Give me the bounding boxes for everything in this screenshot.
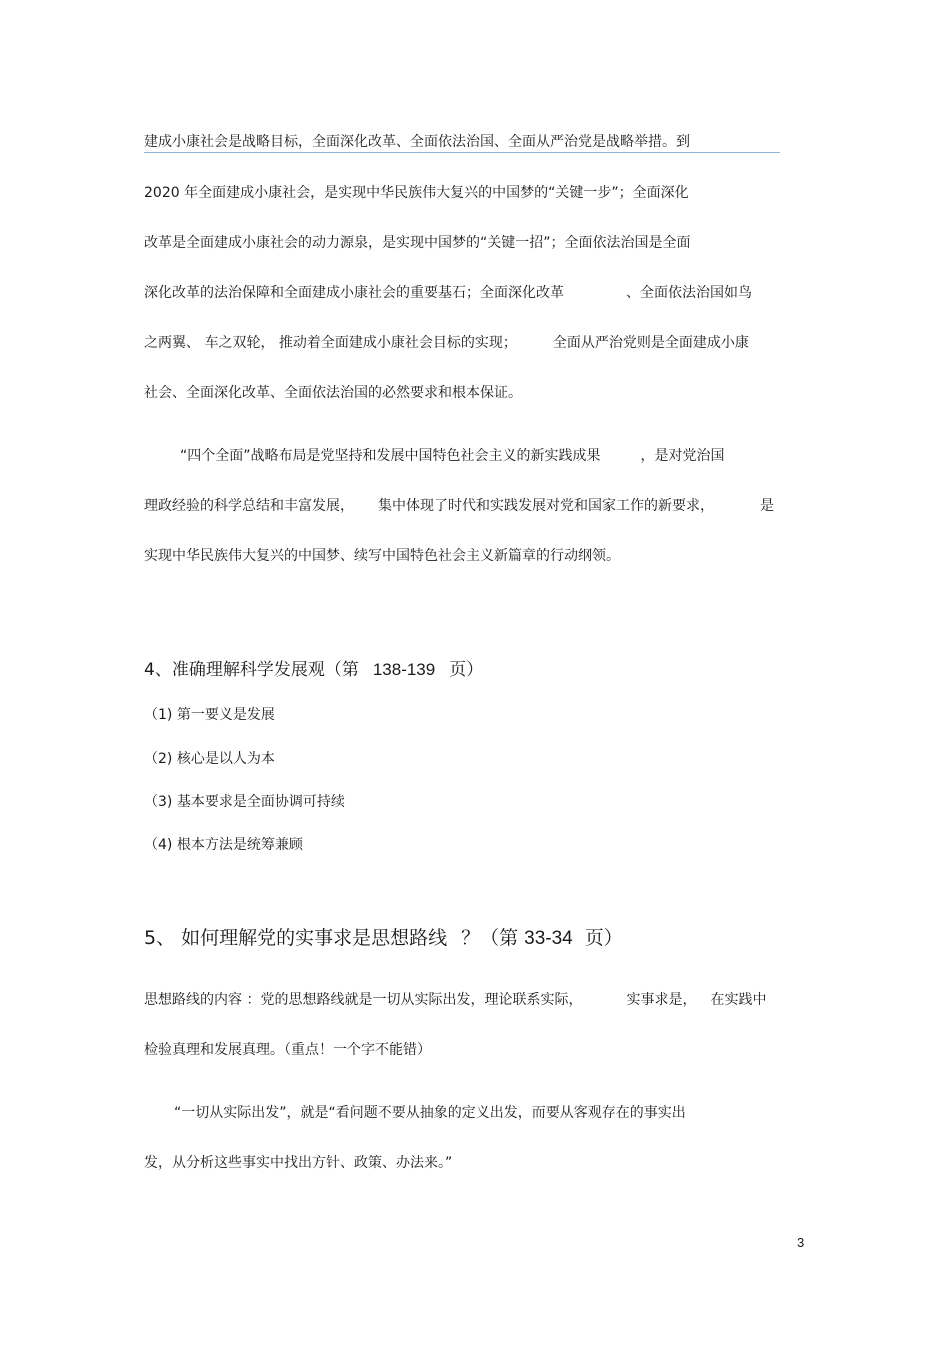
section5-heading-part2: ？（第 [461,927,519,949]
paragraph1-line5 [144,334,749,352]
section5-para2-line1: “一切从实际出发”，就是“看问题不要从抽象的定义出发，而要从客观存在的事实出 [174,1105,686,1121]
paragraph1-line5-part2: 全面从严治党则是全面建成小康 [552,335,749,351]
paragraph1-line2: 2020 年全面建成小康社会，是实现中华民族伟大复兴的中国梦的“关键一步”；全面深化 [144,185,689,201]
paragraph1-line4 [144,284,752,302]
section5-para1-line1 [144,991,766,1009]
paragraph1-line5-part1: 之两翼、 车之双轮， 推动着全面建成小康社会目标的实现； [144,335,517,351]
section5-heading-part4: 页） [584,927,623,949]
paragraph2-line1-part1: “四个全面”战略布局是党坚持和发展中国特色社会主义的新实践成果 [180,448,601,464]
paragraph1-line3: 改革是全面建成小康社会的动力源泉，是实现中国梦的“关键一招”；全面依法治国是全面 [144,235,691,251]
section5-heading [144,926,623,951]
paragraph2-line2 [144,497,774,515]
paragraph2-line1-part2: ，是对党治国 [640,448,725,464]
paragraph2-line2-part1: 理政经验的科学总结和丰富发展， [144,498,354,514]
paragraph2-line3: 实现中华民族伟大复兴的中国梦、续写中国特色社会主义新篇章的行动纲领。 [144,548,620,564]
section5-para1-line2: 检验真理和发展真理。（重点！一个字不能错） [144,1042,431,1058]
section4-item-2: （2) 核心是以人为本 [144,751,275,767]
section5-heading-part1: 5、 如何理解党的实事求是思想路线 [144,927,448,949]
highlight-underline [144,152,780,153]
paragraph2-line2-part2: 集中体现了时代和实践发展对党和国家工作的新要求， [378,498,714,514]
paragraph2-line2-part3: 是 [760,498,774,514]
paragraph1-line6: 社会、全面深化改革、全面依法治国的必然要求和根本保证。 [144,385,522,401]
paragraph1-line4-part1: 深化改革的法治保障和全面建成小康社会的重要基石；全面深化改革 [144,285,564,301]
section4-heading-part1: 4、准确理解科学发展观（第 [144,660,359,680]
section4-heading-part3: 页） [449,660,484,680]
section5-para1-line1-part2: 实事求是， [626,992,697,1008]
section4-heading-pages: 138-139 [372,660,436,679]
section4-item-1: （1) 第一要义是发展 [144,707,275,723]
section5-para2-line2: 发，从分析这些事实中找出方针、政策、办法来。” [144,1155,453,1171]
section5-heading-pages: 33-34 [524,928,573,949]
section5-para1-line1-part1: 思想路线的内容 ：党的思想路线就是一切从实际出发，理论联系实际， [144,992,583,1008]
section4-heading [144,659,483,681]
paragraph1-line4-part2: 、全面依法治国如鸟 [626,285,752,301]
paragraph1-line1: 建成小康社会是战略目标，全面深化改革、全面依法治国、全面从严治党是战略举措。到 [144,134,690,150]
section4-item-3: （3) 基本要求是全面协调可持续 [144,794,345,810]
paragraph2-line1 [180,447,725,465]
section4-item-4: （4) 根本方法是统筹兼顾 [144,837,303,853]
page-number: 3 [797,1235,805,1250]
section5-para1-line1-part3: 在实践中 [710,992,767,1008]
